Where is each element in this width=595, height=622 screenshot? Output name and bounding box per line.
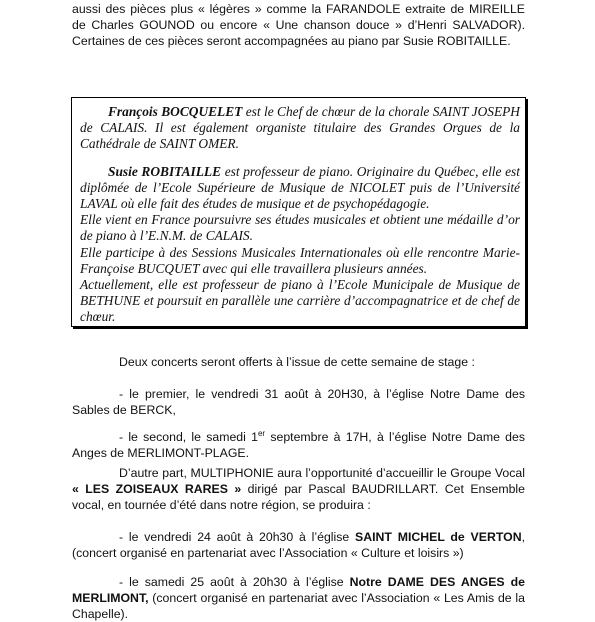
concert-verton-text-a: - le vendredi 24 août à 20h30 à l’église [119,530,356,544]
bio-robitaille-france: Elle vient en France poursuivre ses études musicales et obtient une médaille d’or de piano à l’E.N.M. de CALAIS. [80,212,520,244]
bio-robitaille-current: Actuellement, elle est professeur de piano à l’Ecole Municipale de Musique de BETHUNE et poursuit en parallèle une carrière d’accompagnatrice et de chef de chœur. [80,277,520,325]
concert-merlimont-place: Notre DAME DES ANGES de MERLIMONT, [72,575,525,605]
bio-robitaille-text: est professeur de piano. Originaire du Québec, elle est diplômée de l’Ecole Supérieure de Musique de NICOLET puis de l’Université LAVAL où elle fait des études de musique et de psychopédagogie. [80,164,520,212]
bio-bocquelet-name: François BOCQUELET [108,104,243,119]
top-paragraph [72,2,525,49]
top-paragraph-text: aussi des pièces plus « légères » comme la FARANDOLE extraite de MIREILLE de Charles GOUNOD ou encore « Une chanson douce » d’Henri SALVADOR). Certaines de ces pièces seront accompagnées au piano par Susie ROBITAILLE. [72,2,525,48]
bio-robitaille-name: Susie ROBITAILLE [108,164,222,179]
concerts-intro-text: Deux concerts seront offerts à l’issue de cette semaine de stage : [119,355,475,369]
other-intro-text-a: D’autre part, MULTIPHONIE aura l’opportunité d’accueillir le Groupe Vocal [119,466,525,480]
bio-bocquelet [80,104,520,153]
concert-first [72,387,525,419]
concert-first-text: - le premier, le vendredi 31 août à 20H30, à l’église Notre Dame des Sables de BERCK, [72,387,525,417]
concert-second [72,430,525,462]
bio-robitaille [80,164,520,213]
concert-second-text-b: septembre à 17H, à l’église Notre Dame des Anges de MERLIMONT-PLAGE. [72,430,526,460]
concert-verton [72,530,525,562]
concert-verton-text-b: , (concert organisé en partenariat avec l’Association « Culture et loisirs ») [72,530,525,560]
concert-merlimont [72,575,525,622]
concert-merlimont-text-a: - le samedi 25 août à 20h30 à l’église [119,575,350,589]
concert-verton-place: SAINT MICHEL de VERTON [355,530,522,544]
concert-second-sup: er [257,428,266,438]
group-name: « LES ZOISEAUX RARES » [72,481,242,496]
other-intro [72,466,525,513]
bio-bocquelet-text: est le Chef de chœur de la chorale SAINT JOSEPH de CALAIS. Il est également organiste titulaire des Grandes Orgues de la Cathédrale de SAINT OMER. [80,104,520,152]
concerts-intro [72,355,525,371]
other-intro-text-b: dirigé par Pascal BAUDRILLART. Cet Ensemble vocal, en tournée d’été dans notre région, se produira : [72,481,526,512]
bio-robitaille-sessions: Elle participe à des Sessions Musicales Internationales où elle rencontre Marie-Françoise BUCQUET avec qui elle travaillera plusieurs années. [80,245,520,277]
concert-second-text-a: - le second, le samedi 1 [119,430,258,444]
concert-merlimont-text-b: (concert organisé en partenariat avec l’Association « Les Amis de la Chapelle). [72,590,525,621]
